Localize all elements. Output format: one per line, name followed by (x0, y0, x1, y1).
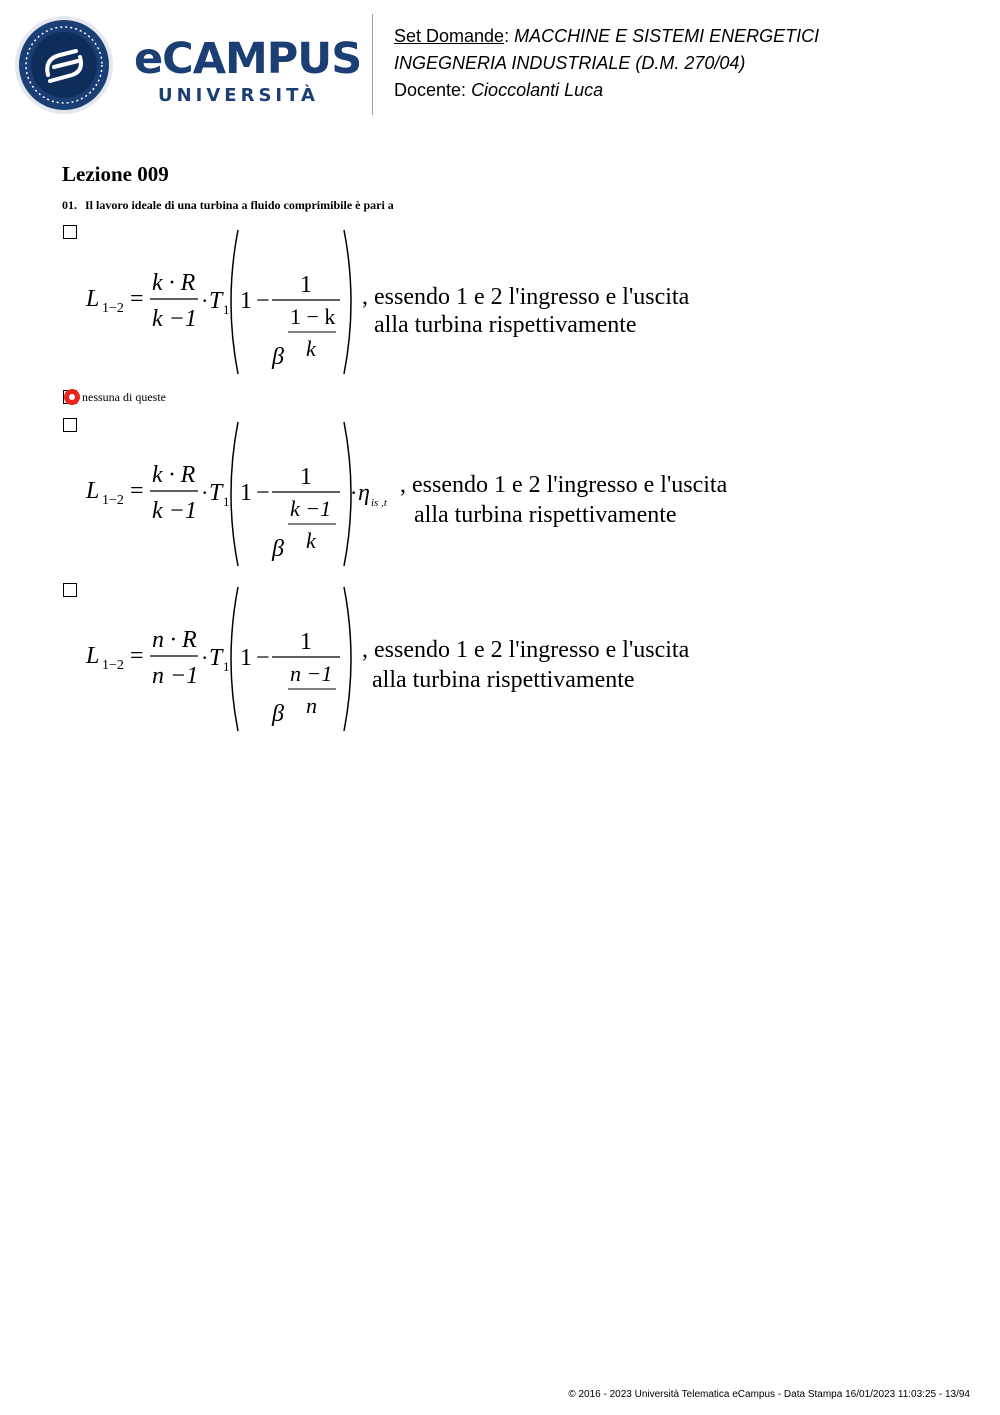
caption-line-2: alla turbina rispettivamente (372, 667, 635, 693)
dot-operator: · (201, 645, 209, 670)
lhs-subscript: 1−2 (102, 493, 124, 508)
question-number: 01. (62, 198, 77, 212)
option-a-checkbox[interactable] (63, 225, 77, 239)
lhs-subscript: 1−2 (102, 301, 124, 316)
temperature-subscript: 1 (223, 494, 230, 509)
coef-denominator: n −1 (152, 663, 199, 689)
coef-denominator: k −1 (152, 498, 197, 524)
teacher-name: Cioccolanti Luca (471, 80, 604, 100)
caption-line-2: alla turbina rispettivamente (374, 312, 637, 338)
beta-symbol: β (272, 536, 284, 562)
course-title: MACCHINE E SISTEMI ENERGETICI (514, 26, 820, 46)
temperature-subscript: 1 (223, 659, 230, 674)
dot-operator: · (201, 288, 209, 313)
equals-sign: = (130, 643, 144, 669)
page-footer: © 2016 - 2023 Università Telematica eCampus - Data Stampa 16/01/2023 11:03:25 - 13/94 (568, 1389, 970, 1400)
minus-sign: − (256, 645, 270, 671)
brand-wordmark (134, 34, 362, 106)
option-c-checkbox[interactable] (63, 418, 77, 432)
option-c-formula (82, 418, 782, 570)
set-line: Set Domande: MACCHINE E SISTEMI ENERGETICI (394, 26, 820, 46)
caption-line-1: , essendo 1 e 2 l'ingresso e l'uscita (362, 284, 690, 310)
fraction-numerator: 1 (300, 272, 312, 298)
temperature-symbol: T (209, 480, 223, 506)
lhs-symbol: L (86, 643, 100, 669)
one-digit: 1 (240, 288, 252, 314)
one-digit: 1 (240, 645, 252, 671)
question-body: Il lavoro ideale di una turbina a fluido comprimibile è pari a (85, 198, 394, 212)
option-d-formula (82, 583, 742, 735)
beta-symbol: β (272, 701, 284, 727)
fraction-numerator: 1 (300, 629, 312, 655)
coef-numerator: k · R (152, 270, 196, 296)
temperature-symbol: T (209, 645, 223, 671)
header-divider (372, 14, 373, 115)
question-text (62, 198, 394, 213)
equals-sign: = (130, 478, 144, 504)
exponent-numerator: n −1 (290, 661, 333, 686)
option-a-formula (82, 226, 742, 378)
dot-operator: · (201, 480, 209, 505)
teacher-label: Docente: (394, 80, 467, 100)
program: INGEGNERIA INDUSTRIALE (D.M. 270/04) (394, 53, 746, 73)
beta-symbol: β (272, 344, 284, 370)
temperature-symbol: T (209, 288, 223, 314)
lhs-symbol: L (86, 286, 100, 312)
equals-sign: = (130, 286, 144, 312)
ecampus-seal-logo (14, 15, 114, 115)
set-label: Set Domande (394, 26, 505, 46)
eta-subscript: is ,t (371, 497, 387, 509)
teacher-line (394, 77, 819, 104)
exponent-denominator: k (306, 336, 316, 361)
lhs-subscript: 1−2 (102, 658, 124, 673)
coef-numerator: k · R (152, 462, 196, 488)
lesson-title: Lezione 009 (62, 162, 169, 186)
set-info (394, 23, 819, 104)
brand-subtitle: UNIVERSITÀ (158, 85, 319, 106)
coef-numerator: n · R (152, 627, 197, 653)
exponent-numerator: k −1 (290, 496, 332, 521)
program-line (394, 50, 819, 77)
eta-symbol: η (358, 480, 370, 506)
coef-denominator: k −1 (152, 306, 197, 332)
caption-line-1: , essendo 1 e 2 l'ingresso e l'uscita (400, 472, 728, 498)
temperature-subscript: 1 (223, 302, 230, 317)
option-d-checkbox[interactable] (63, 583, 77, 597)
dot-operator: · (350, 480, 358, 505)
lhs-symbol: L (86, 478, 100, 504)
caption-line-2: alla turbina rispettivamente (414, 502, 677, 528)
selected-answer-marker-icon (64, 389, 80, 405)
minus-sign: − (256, 480, 270, 506)
exponent-numerator: 1 − k (290, 304, 336, 329)
minus-sign: − (256, 288, 270, 314)
option-b-text[interactable]: nessuna di queste (82, 390, 166, 404)
fraction-numerator: 1 (300, 464, 312, 490)
brand-name: eCAMPUS (134, 34, 362, 84)
exponent-denominator: n (306, 693, 317, 718)
caption-line-1: , essendo 1 e 2 l'ingresso e l'uscita (362, 637, 690, 663)
exponent-denominator: k (306, 528, 316, 553)
one-digit: 1 (240, 480, 252, 506)
